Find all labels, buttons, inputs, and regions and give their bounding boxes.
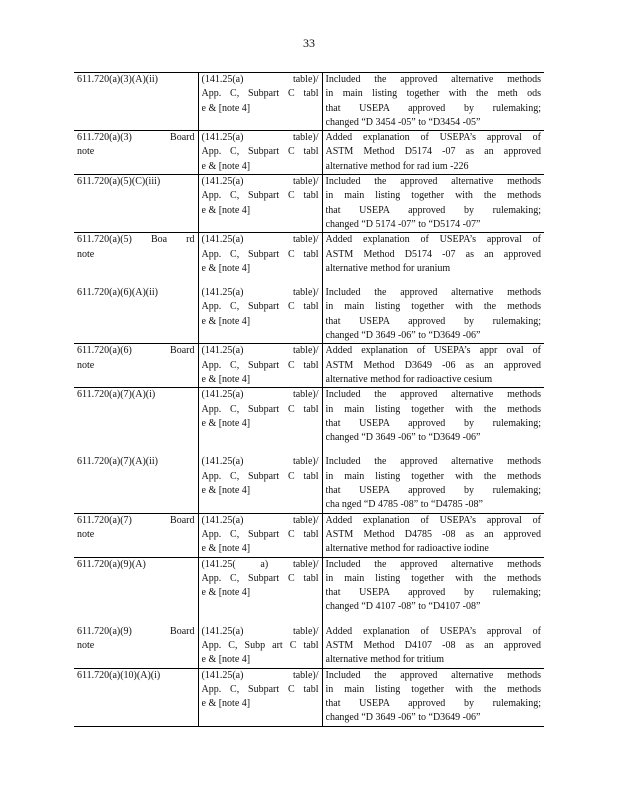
action-line: that USEPA approved by rulemaking; [325,698,541,710]
source-line: e & [note 4] [201,543,251,555]
table-row [74,73,544,131]
source-line: App. C, Subpart C tabl [201,572,319,584]
action-line: that USEPA approved by rulemaking; [325,587,541,599]
action-line: Added explanation of USEPA’s appr oval of [325,345,541,357]
section-cell [74,276,198,344]
table-row [74,344,544,388]
section-cell [74,388,198,446]
source-line: App. C, Subpart C tabl [201,359,319,371]
source-cell [198,276,322,344]
action-line: Included the approved alternative methods [325,558,541,570]
page-number: 33 [303,36,315,50]
action-cell [322,233,544,276]
action-cell [322,175,544,233]
source-cell [198,131,322,175]
action-cell [322,513,544,557]
source-line: (141.25(a) table)/ [201,456,319,468]
table-row [74,557,544,615]
section-line: 611.720(a)(3)(A)(ii) [77,74,158,85]
source-cell [198,513,322,557]
action-line: in main listing together with the methods [325,572,541,584]
table-row [74,276,544,344]
source-cell [198,344,322,388]
source-line: App. C, Subpart C tabl [201,301,319,313]
action-line: Included the approved alternative methods [325,287,541,299]
source-line: App. C, Subpart C tabl [201,190,319,202]
source-line: e & [note 4] [201,654,251,666]
section-line: 611.720(a)(5)(C)(iii) [77,176,161,188]
action-line: alternative method for uranium [325,262,451,274]
section-line: note [77,146,95,158]
source-line: e & [note 4] [201,315,251,327]
section-cell [74,513,198,557]
action-line: changed “D 5174 -07” to “D5174 -07” [325,218,481,230]
table-row [74,615,544,668]
action-line: Included the approved alternative methods [325,669,541,681]
action-line: in main listing together with the methods [325,301,541,313]
source-line: App. C, Subp art C tabl [201,639,319,651]
action-line: in main listing together with the methods [325,403,541,415]
source-line: App. C, Subpart C tabl [201,470,319,482]
table-row [74,513,544,557]
section-line: 611.720(a)(5) Boa rd [77,234,195,246]
source-line: (141.25(a) table)/ [201,132,319,144]
section-line: 611.720(a)(6) Board [77,345,195,357]
action-line: in main listing together with the meth ods [325,88,541,100]
source-cell [198,233,322,276]
action-line: ASTM Method D4785 -08 as an approved [325,528,541,540]
section-cell [74,131,198,175]
action-line: that USEPA approved by rulemaking; [325,417,541,429]
action-line: ASTM Method D4107 -08 as an approved [325,639,541,651]
action-line: Added explanation of USEPA’s approval of [325,234,541,246]
action-line: in main listing together with the methods [325,470,541,482]
section-cell [74,344,198,388]
source-line: e & [note 4] [201,160,251,172]
section-line: 611.720(a)(9)(A) [77,558,146,570]
section-cell [74,233,198,276]
source-cell [198,668,322,726]
source-cell [198,73,322,131]
action-line: changed “D 3454 -05” to “D3454 -05” [325,116,481,128]
section-cell [74,73,198,131]
source-line: e & [note 4] [201,485,251,497]
action-line: Added explanation of USEPA’s approval of [325,514,541,526]
action-line: Added explanation of USEPA’s approval of [325,132,541,144]
action-cell [322,344,544,388]
action-line: cha nged “D 4785 -08” to “D4785 -08” [325,499,483,511]
action-line: Added explanation of USEPA’s approval of [325,625,541,637]
section-line: note [77,528,95,540]
source-line: e & [note 4] [201,373,251,385]
section-line: 611.720(a)(6)(A)(ii) [77,287,158,299]
section-line: 611.720(a)(7)(A)(i) [77,389,156,401]
source-cell [198,175,322,233]
source-line: e & [note 4] [201,587,251,599]
source-cell [198,615,322,668]
action-line: alternative method for radioactive cesium [325,373,493,385]
source-cell [198,557,322,615]
source-line: e & [note 4] [201,204,251,216]
action-line: changed “D 3649 -06” to “D3649 -06” [325,432,481,444]
table-row [74,131,544,175]
source-line: App. C, Subpart C tabl [201,88,319,100]
section-line: note [77,359,95,371]
action-line: that USEPA approved by rulemaking; [325,485,541,497]
source-line: (141.25(a) table)/ [201,514,319,526]
action-line: changed “D 4107 -08” to “D4107 -08” [325,601,481,613]
action-line: that USEPA approved by rulemaking; [325,204,541,216]
source-line: (141.25(a) table)/ [201,287,319,299]
section-cell [74,668,198,726]
action-cell [322,668,544,726]
source-line: e & [note 4] [201,417,251,429]
source-cell [198,388,322,446]
section-cell [74,175,198,233]
action-line: ASTM Method D3649 -06 as an approved [325,359,541,371]
action-line: alternative method for radioactive iodine [325,543,489,555]
action-line: changed “D 3649 -06” to “D3649 -06” [325,330,481,342]
action-line: ASTM Method D5174 -07 as an approved [325,146,541,158]
section-line: 611.720(a)(7)(A)(ii) [77,456,158,468]
source-line: App. C, Subpart C tabl [201,146,319,158]
table-row [74,388,544,446]
section-cell [74,557,198,615]
source-cell [198,445,322,513]
action-line: Included the approved alternative methods [325,176,541,188]
table-row [74,175,544,233]
action-line: in main listing together with the methods [325,683,541,695]
source-line: (141.25(a) table)/ [201,625,319,637]
action-cell [322,445,544,513]
section-line: note [77,248,95,260]
section-cell [74,615,198,668]
action-cell [322,615,544,668]
source-line: (141.25( a) table)/ [201,558,319,570]
source-line: e & [note 4] [201,102,251,114]
source-line: (141.25(a) table)/ [201,176,319,188]
section-line: note [77,639,95,651]
section-line: 611.720(a)(10)(A)(i) [77,669,161,681]
section-line: 611.720(a)(9) Board [77,625,195,637]
section-cell [74,445,198,513]
section-line: 611.720(a)(3) Board [77,132,195,144]
action-line: alternative method for rad ium -226 [325,160,469,172]
action-line: Included the approved alternative methods [325,74,541,85]
source-line: e & [note 4] [201,262,251,274]
source-line: App. C, Subpart C tabl [201,528,319,540]
action-cell [322,388,544,446]
source-line: (141.25(a) table)/ [201,345,319,357]
table-row [74,233,544,276]
action-line: Included the approved alternative methods [325,456,541,468]
source-line: (141.25(a) table)/ [201,389,319,401]
action-line: in main listing together with the methods [325,190,541,202]
action-cell [322,276,544,344]
source-line: (141.25(a) table)/ [201,669,319,681]
table-row [74,668,544,726]
source-line: (141.25(a) table)/ [201,74,319,85]
action-line: that USEPA approved by rulemaking; [325,102,541,114]
action-cell [322,131,544,175]
action-line: that USEPA approved by rulemaking; [325,315,541,327]
action-cell [322,557,544,615]
changes-table [74,72,544,727]
source-line: App. C, Subpart C tabl [201,683,319,695]
source-line: App. C, Subpart C tabl [201,248,319,260]
source-line: App. C, Subpart C tabl [201,403,319,415]
section-line: 611.720(a)(7) Board [77,514,195,526]
table-row [74,445,544,513]
action-line: Included the approved alternative methods [325,389,541,401]
action-line: ASTM Method D5174 -07 as an approved [325,248,541,260]
action-line: changed “D 3649 -06” to “D3649 -06” [325,712,481,724]
action-cell [322,73,544,131]
action-line: alternative method for tritium [325,654,445,666]
source-line: (141.25(a) table)/ [201,234,319,246]
source-line: e & [note 4] [201,698,251,710]
